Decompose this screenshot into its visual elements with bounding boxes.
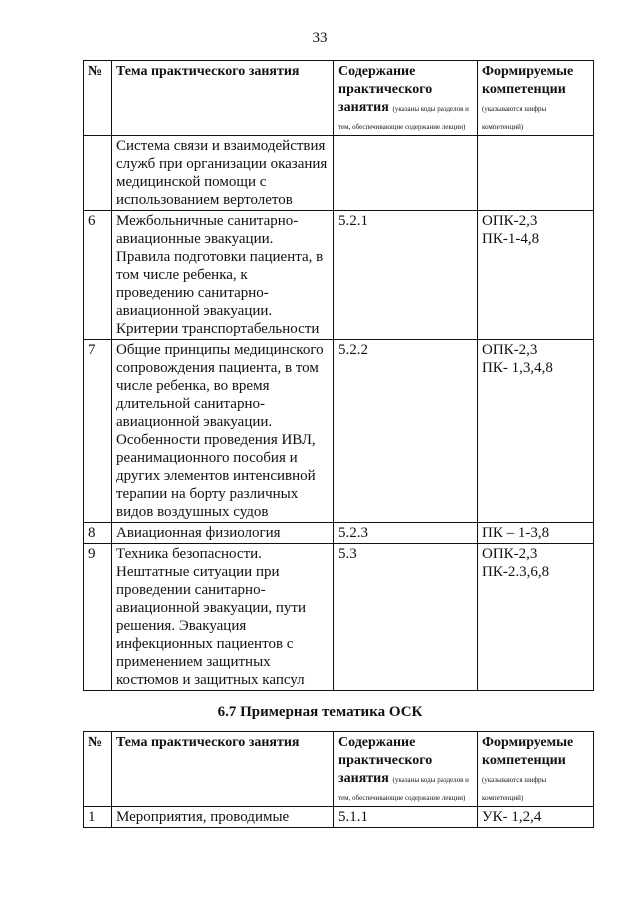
header-num: № <box>84 61 112 136</box>
row-num: 6 <box>84 211 112 340</box>
row-content <box>334 136 478 211</box>
row-topic: Общие принципы медицинского сопровождения пациента, в том числе ребенка, во время длительной санитарно-авиационной эвакуации. Особенности проведения ИВЛ, реанимационного пособия и других элементов интенсивной терапии на борту различных видов воздушных судов <box>112 340 334 523</box>
header-competencies-note: (указываются шифры компетенций) <box>482 105 547 131</box>
header-topic: Тема практического занятия <box>112 61 334 136</box>
table-row <box>84 523 594 544</box>
row-content: 5.2.3 <box>334 523 478 544</box>
header-num: № <box>84 732 112 807</box>
row-competencies: ОПК-2,3 ПК- 1,3,4,8 <box>478 340 594 523</box>
table-row <box>84 544 594 691</box>
page-number: 33 <box>312 30 328 46</box>
table-row <box>84 807 594 828</box>
row-competencies: ПК – 1-3,8 <box>478 523 594 544</box>
header-content-note: (указаны коды разделов и тем, обеспечивающие содержание лекции) <box>338 105 469 131</box>
table-row <box>84 340 594 523</box>
row-topic: Мероприятия, проводимые <box>112 807 334 828</box>
row-content: 5.2.2 <box>334 340 478 523</box>
header-content: Содержание практического занятия (указаны коды разделов и тем, обеспечивающие содержание лекции) <box>334 61 478 136</box>
practical-topics-table <box>83 60 594 691</box>
row-competencies: ОПК-2,3 ПК-1-4,8 <box>478 211 594 340</box>
row-num: 7 <box>84 340 112 523</box>
row-num: 1 <box>84 807 112 828</box>
table-row <box>84 136 594 211</box>
row-topic: Авиационная физиология <box>112 523 334 544</box>
header-competencies: Формируемые компетенции (указываются шифры компетенций) <box>478 732 594 807</box>
table-row <box>84 211 594 340</box>
row-num: 8 <box>84 523 112 544</box>
header-content: Содержание практического занятия (указаны коды разделов и тем, обеспечивающие содержание лекции) <box>334 732 478 807</box>
header-competencies-note: (указываются шифры компетенций) <box>482 776 547 802</box>
header-competencies: Формируемые компетенции (указываются шифры компетенций) <box>478 61 594 136</box>
row-competencies: ОПК-2,3 ПК-2.3,6,8 <box>478 544 594 691</box>
row-content: 5.3 <box>334 544 478 691</box>
row-topic: Межбольничные санитарно-авиационные эвакуации. Правила подготовки пациента, в том числе ребенка, к проведению санитарно-авиационной эвакуации. Критерии транспортабельности <box>112 211 334 340</box>
section-title: 6.7 Примерная тематика ОСК <box>217 704 423 720</box>
row-topic: Система связи и взаимодействия служб при организации оказания медицинской помощи с использованием вертолетов <box>112 136 334 211</box>
header-topic: Тема практического занятия <box>112 732 334 807</box>
row-num <box>84 136 112 211</box>
header-content-note: (указаны коды разделов и тем, обеспечивающие содержание лекции) <box>338 776 469 802</box>
osk-topics-table <box>83 731 594 828</box>
row-competencies: УК- 1,2,4 <box>478 807 594 828</box>
row-num: 9 <box>84 544 112 691</box>
row-content: 5.1.1 <box>334 807 478 828</box>
row-competencies <box>478 136 594 211</box>
table-header-row <box>84 61 594 136</box>
row-topic: Техника безопасности. Нештатные ситуации при проведении санитарно-авиационной эвакуации, пути решения. Эвакуация инфекционных пациентов с применением защитных костюмов и защитных капсул <box>112 544 334 691</box>
table-header-row <box>84 732 594 807</box>
row-content: 5.2.1 <box>334 211 478 340</box>
